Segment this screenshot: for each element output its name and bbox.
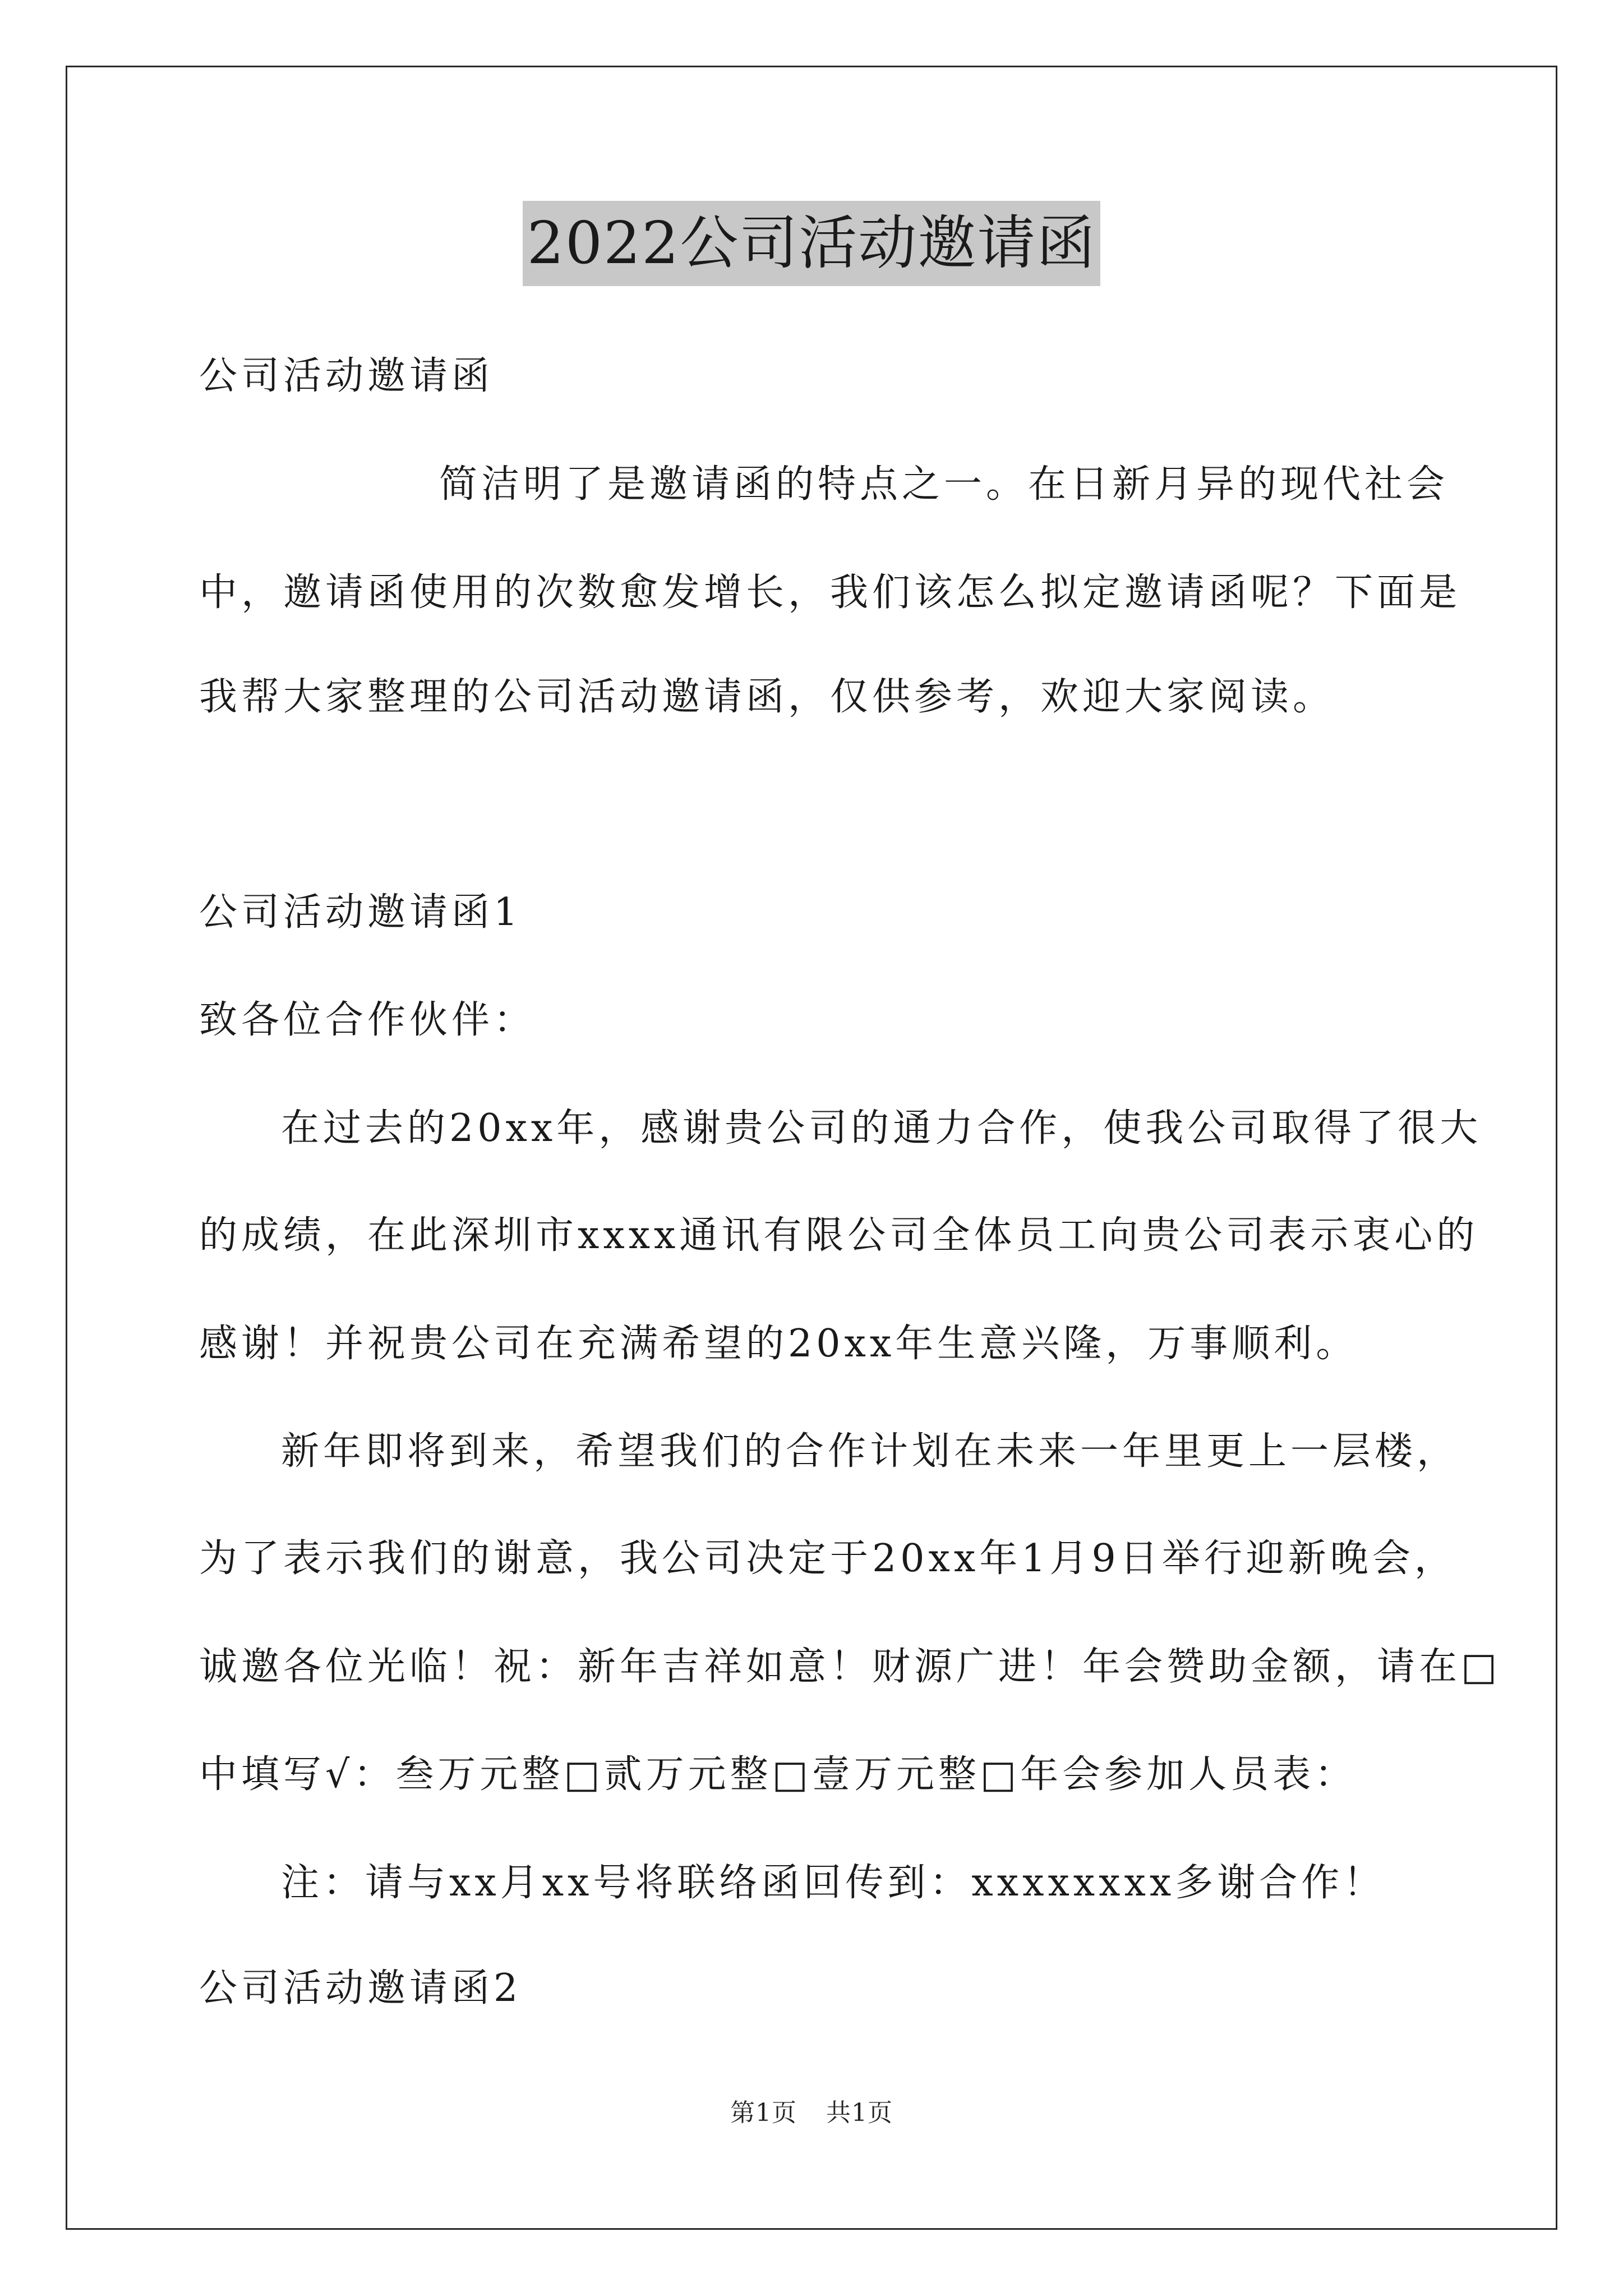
page-footer (0, 2092, 1623, 2128)
section1-heading: 公司活动邀请函1 (199, 890, 522, 935)
para2-line-3: 诚邀各位光临！祝：新年吉祥如意！财源广进！年会赞助金额，请在□ (199, 1645, 1501, 1689)
para2-line-2: 为了表示我们的谢意，我公司决定于20xx年1月9日举行迎新晚会， (199, 1536, 1456, 1581)
page-number: 第1页 (730, 2099, 797, 2127)
para1-line-3: 感谢！并祝贵公司在充满希望的20xx年生意兴隆，万事顺利。 (199, 1322, 1358, 1366)
note-line: 注：请与xx月xx号将联络函回传到：xxxxxxxx多谢合作！ (281, 1861, 1386, 1905)
document-title: 2022公司活动邀请函 (523, 201, 1101, 286)
para2-line-1: 新年即将到来，希望我们的合作计划在未来一年里更上一层楼， (281, 1429, 1459, 1474)
section2-heading: 公司活动邀请函2 (199, 1966, 522, 2010)
para1-line-2: 的成绩，在此深圳市xxxx通讯有限公司全体员工向贵公司表示衷心的 (199, 1213, 1479, 1258)
intro-line-2: 中，邀请函使用的次数愈发增长，我们该怎么拟定邀请函呢？下面是 (199, 570, 1461, 615)
intro-line-1: 简洁明了是邀请函的特点之一。在日新月异的现代社会 (439, 462, 1449, 507)
intro-line-3: 我帮大家整理的公司活动邀请函，仅供参考，欢迎大家阅读。 (199, 675, 1335, 719)
salutation: 致各位合作伙伴： (199, 998, 536, 1042)
page-total: 共1页 (826, 2099, 893, 2127)
title-container (0, 201, 1623, 286)
para2-line-4: 中填写√：叁万元整□贰万元整□壹万元整□年会参加人员表： (199, 1752, 1357, 1797)
heading-label: 公司活动邀请函 (199, 354, 494, 398)
para1-line-1: 在过去的20xx年，感谢贵公司的通力合作，使我公司取得了很大 (281, 1106, 1482, 1151)
